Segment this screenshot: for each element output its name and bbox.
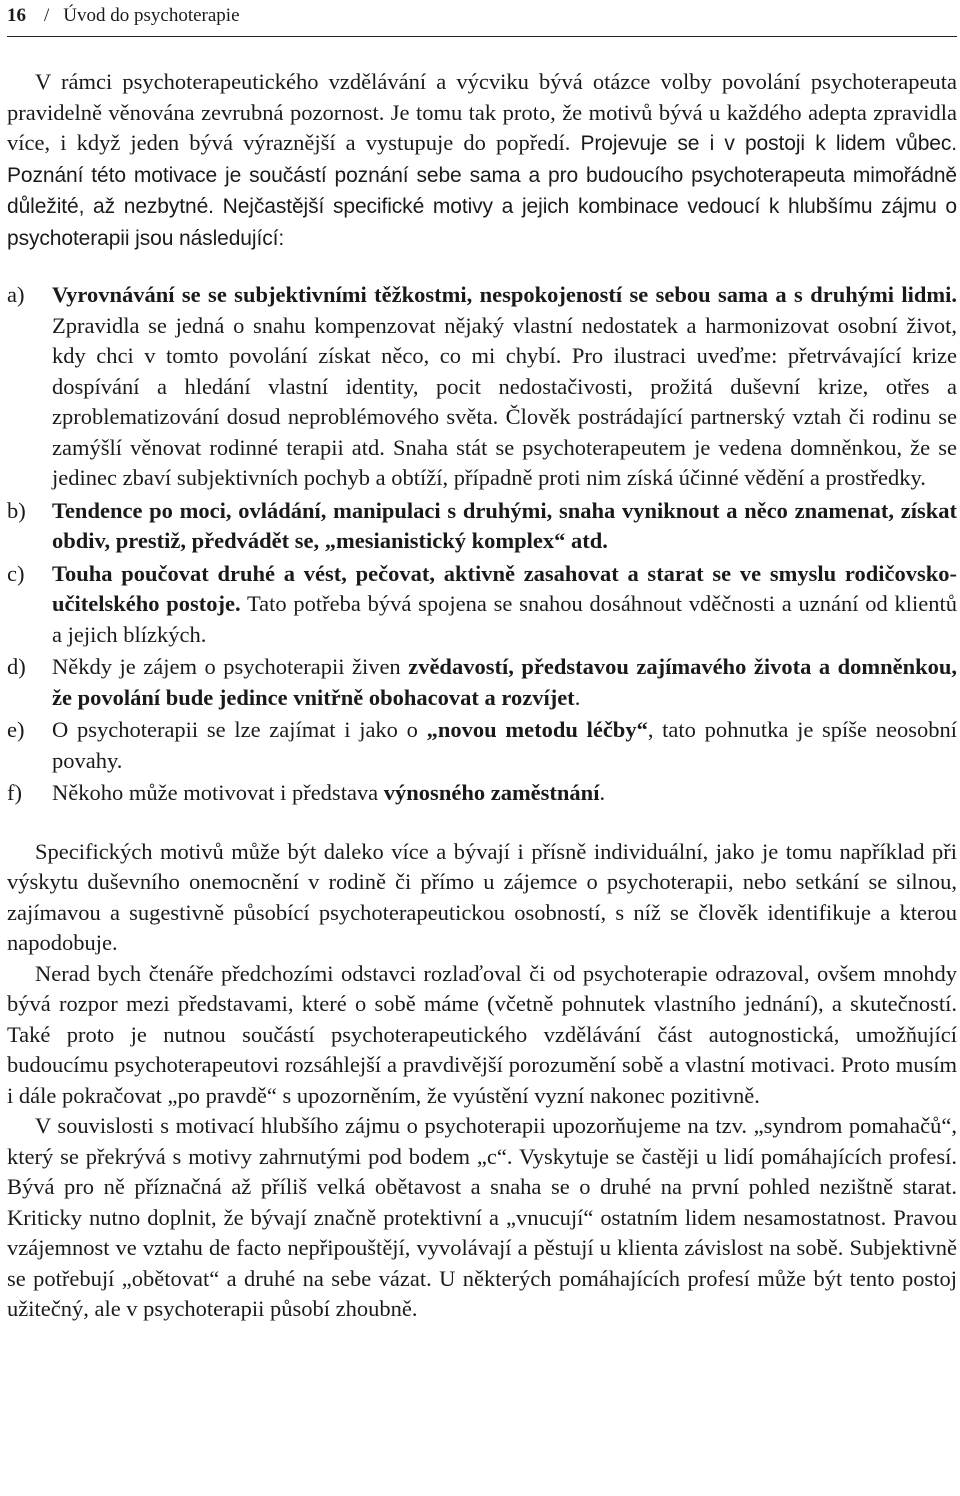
list-item-b bbox=[7, 496, 957, 557]
book-page bbox=[7, 0, 957, 1325]
list-item-d bbox=[7, 652, 957, 713]
intro-text-sans: Projevuje se i v postoji k lidem vůbec. Poznání této motivace je součástí poznání sebe sama a pro budoucího psychoterapeuta mimořádně důležité, až nezbytné. Nejčastější specifické motivy a jejich kombinace vedoucí k hlubšímu zájmu o psychoterapii jsou následující: bbox=[7, 132, 958, 250]
list-item-label: a) bbox=[7, 282, 25, 307]
list-item-c bbox=[7, 559, 957, 651]
motive-list bbox=[7, 280, 957, 809]
list-item-emphasis: výnosného zaměstnání bbox=[383, 780, 600, 805]
list-item-label: c) bbox=[7, 560, 25, 586]
list-item-label: f) bbox=[7, 780, 22, 805]
running-header bbox=[7, 0, 957, 37]
list-item-text: . bbox=[574, 684, 581, 710]
paragraph: Nerad bych čtenáře předchozími odstavci rozlaďoval či od psychoterapie odrazoval, ovšem mnohdy bývá rozpor mezi představami, které o sobě máme (včetně pohnutek vlastního jednání), a skutečností. Také proto je nutnou součástí psychoterapeutického vzdělávání část autognostická, umožňující budoucímu psychoterapeutovi rozsáhlejší a pravdivější porozumění sobě a vlastní motivaci. Proto musím i dále pokračovat „po pravdě“ s upozorněním, že vyústění vyzní nakonec pozitivně. bbox=[7, 960, 957, 1108]
list-item-text: Tato potřeba bývá spojena se snahou dosáhnout vděčnosti a uznání od klientů a jejich blízkých. bbox=[52, 591, 957, 647]
closing-section bbox=[7, 837, 957, 1325]
list-item-label: d) bbox=[7, 654, 26, 679]
list-item-label: e) bbox=[7, 717, 25, 742]
page-number: 16 bbox=[7, 5, 26, 26]
list-item-text: . bbox=[599, 780, 606, 805]
list-item-emphasis: Touha poučovat druhé a vést, pečovat, aktivně zasahovat a starat se ve smyslu rodičovsko-učitelského postoje. bbox=[52, 560, 957, 616]
list-item-pre: O psychoterapii se lze zajímat i jako o bbox=[52, 717, 427, 742]
list-item-e bbox=[7, 715, 957, 776]
list-item-emphasis: Tendence po moci, ovládání, manipulaci s druhými, snaha vyniknout a něco znamenat, získat obdiv, prestiž, předvádět se, „mesianistický komplex“ atd. bbox=[52, 497, 957, 553]
intro-paragraph bbox=[7, 67, 957, 254]
list-item-text: , tato pohnutka je spíše neosobní povahy. bbox=[52, 717, 957, 773]
intro-text-serif: V rámci psychoterapeutického vzdělávání a výcviku bývá otázce volby povolání psychoterapeuta pravidelně věnována zevrubná pozornost. Je tomu tak proto, že motivů bývá u každého adepta zpravidla více, i když jeden bývá výraznější a vystupuje do popředí. bbox=[7, 69, 957, 155]
list-item-pre: Někdy je zájem o psychoterapii živen bbox=[52, 654, 409, 679]
running-title: Úvod do psychoterapie bbox=[63, 5, 240, 26]
list-item-emphasis: Vyrovnávání se se subjektivními těžkostmi, nespokojeností se sebou sama a s druhými lidmi. bbox=[52, 282, 957, 307]
list-item-label: b) bbox=[7, 497, 26, 523]
paragraph: V souvislosti s motivací hlubšího zájmu o psychoterapii upozorňujeme na tzv. „syndrom pomahačů“, který se překrývá s motivy zahrnutými pod bodem „c“. Vyskytuje se častěji u lidí pomáhajících profesí. Bývá pro ně příznačná až příliš velká obětavost a snaha se o druhé na první pohled nezištně starat. Kriticky nutno doplnit, že bývají značně protektivní a „vnucují“ ostatním lidem nesamostatnost. Pravou vzájemnost ve vztahu de facto nepřipouštějí, vyvolávají a pěstují u klienta závislost na sobě. Subjektivně se potřebují „obětovat“ a druhé na sebe vázat. U některých pomáhajících profesí může být tento postoj užitečný, ale v psychoterapii působí zhoubně. bbox=[7, 1113, 957, 1321]
list-item-f bbox=[7, 778, 957, 809]
list-item-emphasis: zvědavostí, představou zajímavého života a domněnkou, že povolání bude jedince vnitřně obohacovat a rozvíjet bbox=[52, 654, 958, 710]
list-item-emphasis: „novou metodu léčby“ bbox=[426, 717, 648, 742]
list-item-pre: Někoho může motivovat i představa bbox=[52, 780, 384, 805]
header-separator: / bbox=[44, 5, 50, 26]
paragraph: Specifických motivů může být daleko více a bývají i přísně individuální, jako je tomu například při výskytu duševního onemocnění v rodině či přímo u zájemce o psychoterapii, nebo setkání se silnou, zajímavou a sugestivně působící psychoterapeutickou osobností, s níž se člověk identifikuje a kterou napodobuje. bbox=[7, 838, 957, 955]
list-item-text: Zpravidla se jedná o snahu kompenzovat nějaký vlastní nedostatek a harmonizovat osobní život, kdy chci v tomto povolání získat něco, co mi chybí. Pro ilustraci uveďme: přetrvávající krize dospívání a hledání vlastní identity, pocit nedostačivosti, prožitá duševní krize, otřes a zproblematizování dosud neproblémového světa. Člověk postrádající partnerský vztah či rodinu se zamýšlí věnovat rodinné terapii atd. Snaha stát se psychoterapeutem je vedena domněnkou, že se jedinec zbaví subjektivních pochyb a obtíží, případně proti nim získá účinné vědění a prostředky. bbox=[52, 312, 957, 490]
list-item-a bbox=[7, 280, 957, 494]
